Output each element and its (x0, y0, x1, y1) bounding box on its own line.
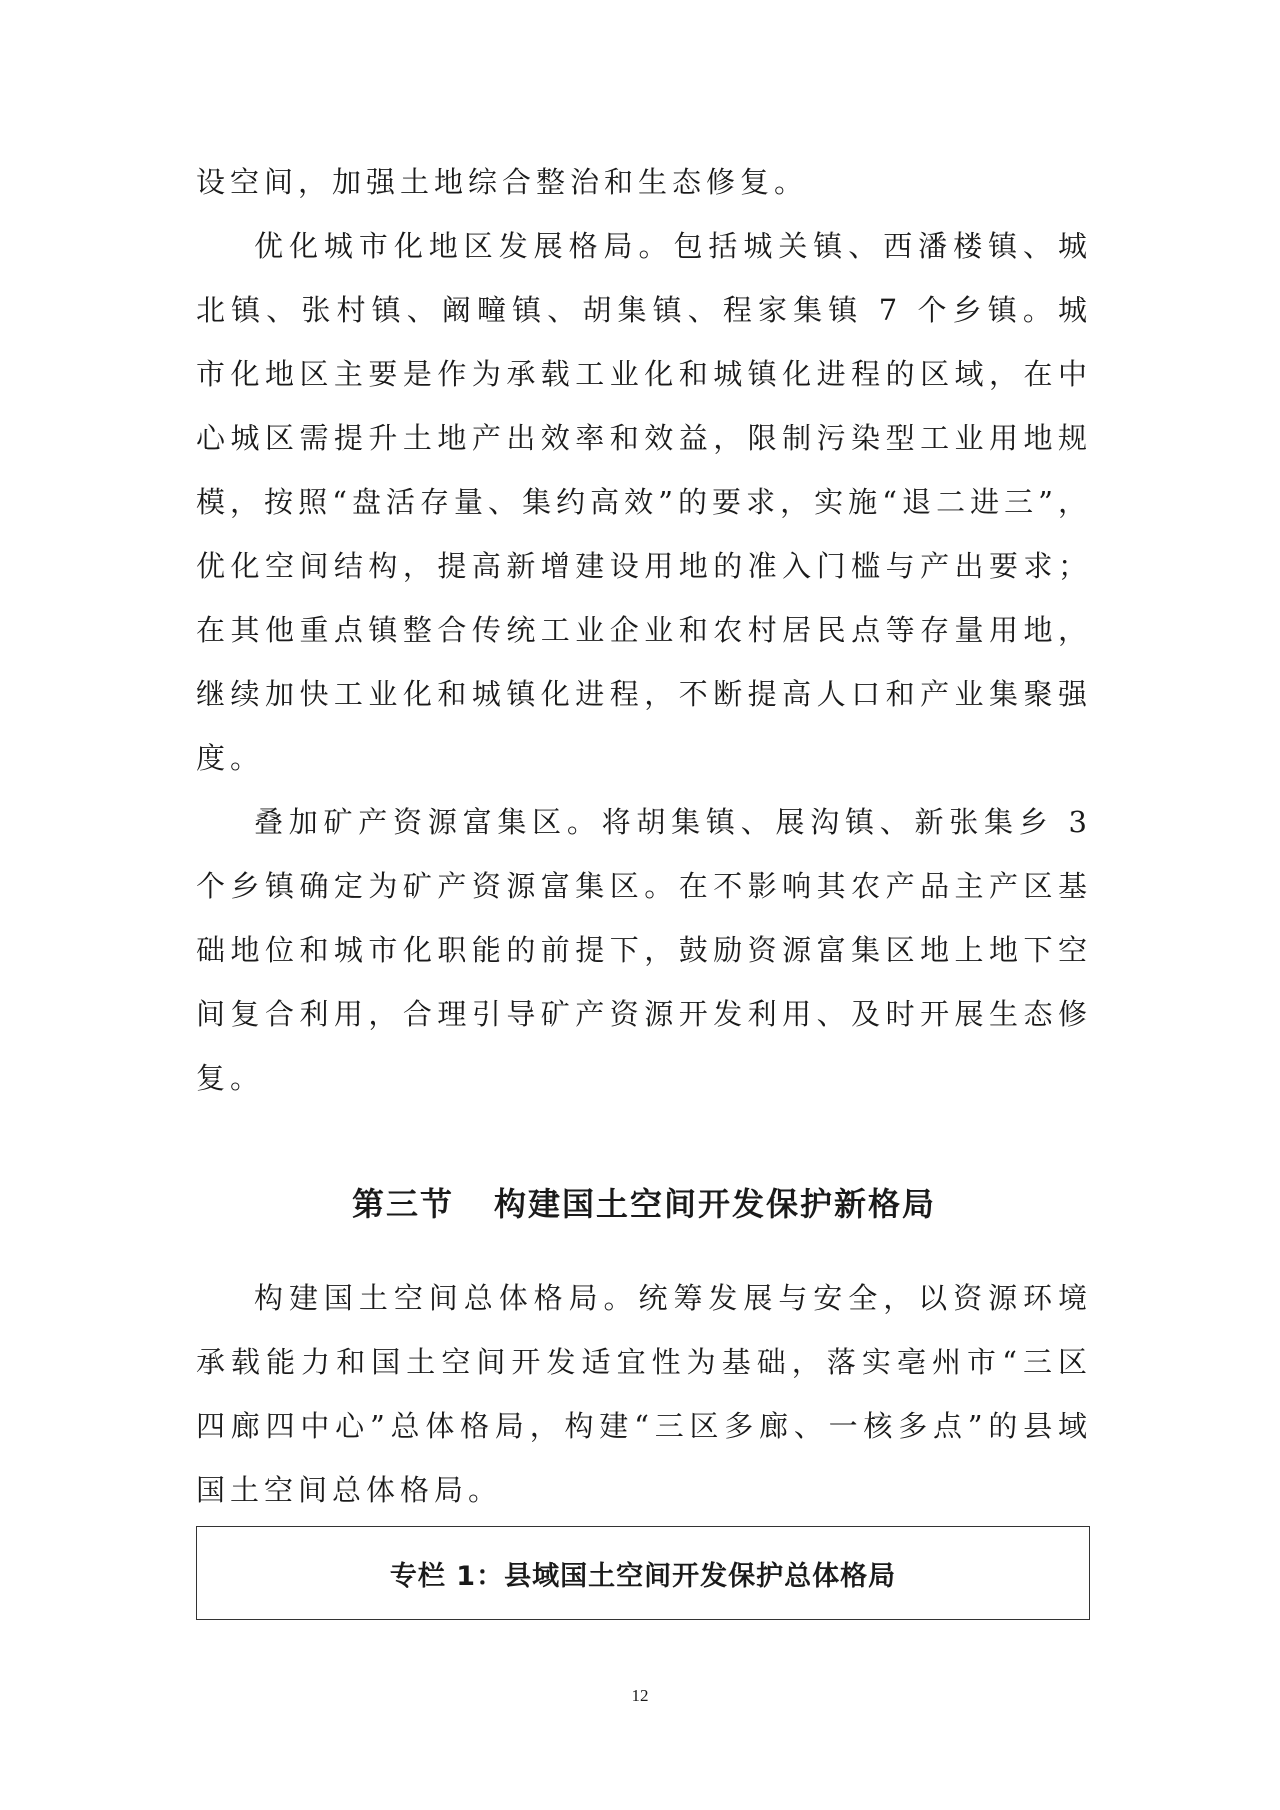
paragraph-mineral-resource-areas: 叠加矿产资源富集区。将胡集镇、展沟镇、新张集乡 3 个乡镇确定为矿产资源富集区。在不影响其农产品主产区基础地位和城市化职能的前提下，鼓励资源富集区地上地下空间复合利用，合理引导矿产资源开发利用、及时开展生态修复。 (196, 805, 1092, 1095)
paragraph-urbanization-areas: 优化城市化地区发展格局。包括城关镇、西潘楼镇、城北镇、张村镇、阚疃镇、胡集镇、程家集镇 7 个乡镇。城市化地区主要是作为承载工业化和城镇化进程的区域，在中心城区需提升土地产出效率和效益，限制污染型工业用地规模，按照“盘活存量、集约高效”的要求，实施“退二进三”，优化空间结构，提高新增建设用地的准入门槛与产出要求；在其他重点镇整合传统工业企业和农村居民点等存量用地，继续加快工业化和城镇化进程，不断提高人口和产业集聚强度。 (196, 229, 1092, 775)
paragraph-continued: 设空间，加强土地综合整治和生态修复。 (196, 165, 809, 199)
section-title-text: 构建国土空间开发保护新格局 (494, 1185, 937, 1223)
page-number: 12 (631, 1686, 649, 1705)
column-box (196, 1526, 1090, 1620)
body-text-top (196, 150, 1092, 1110)
column-box-title: 专栏 1：县域国土空间开发保护总体格局 (389, 1560, 897, 1592)
section-heading (196, 1172, 1092, 1236)
body-text-bottom (196, 1266, 1092, 1522)
paragraph-overall-pattern: 构建国土空间总体格局。统筹发展与安全，以资源环境承载能力和国土空间开发适宜性为基础，落实亳州市“三区四廊四中心”总体格局，构建“三区多廊、一核多点”的县域国土空间总体格局。 (196, 1281, 1092, 1507)
section-number: 第三节 (351, 1185, 454, 1223)
